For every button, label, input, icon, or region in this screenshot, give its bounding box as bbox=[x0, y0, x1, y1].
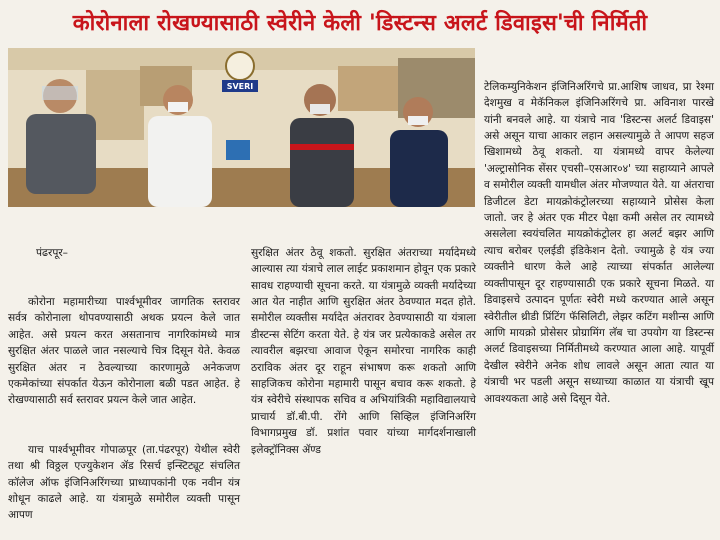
dateline: पंढरपूर– bbox=[36, 246, 68, 259]
sveri-logo-text: SVERI bbox=[226, 82, 254, 91]
article-column-3 bbox=[484, 46, 718, 480]
paragraph: याच पार्श्वभूमीवर गोपाळपूर (ता.पंढरपूर) येथील स्वेरी तथा श्री विठ्ठल एज्युकेशन ॲड रिसर्च इन्स्टिट्यूट संचलित कॉलेज ऑफ इंजिनिअरिंगच्या प्राध्यापकांनी एक नवीन यंत्र शोधून काढले आहे. या यंत्रामुळे समोरील व्यक्ती पासून आपण bbox=[8, 443, 244, 522]
paragraph: सुरक्षित अंतर ठेवू शकतो. सुरक्षित अंतराच्या मर्यादेमध्ये आल्यास त्या यंत्राचे लाल लाईट प्रकाशमान होवून एक प्रकारे सावध राहण्याची सूचना करते. या यंत्रामुळे व्यक्ती मर्यादेच्या आत येत नाहीत आणि सुरक्षित अंतर ठेवण्यात मदत होते. समोरील व्यक्तीस मर्यादेत अंतरावर ठेवण्यासाठी या यंत्राला डीस्टन्स सेटिंग करता येते. हे यंत्र जर प्रत्येकाकडे असेल तर त्यावरील बझरचा आवाज ऐकून समोरचा नागरिक काही ठराविक अंतर दूर राहून संभाषण करू शकतो आणि साहजिकच कोरोना महामारी पासून बचाव करू शकतो. हे यंत्र स्वेरीचे संस्थापक सचिव व अभियांत्रिकी महाविद्यालयाचे प्राचार्य डॉ.बी.पी. रोंगे आणि सिव्हिल इंजिनिअरिंग विभागप्रमुख डॉ. प्रशांत पवार यांच्या मार्गदर्शनाखाली इलेक्ट्रॉनिक्स ॲण्ड bbox=[251, 246, 480, 456]
person-3-mask bbox=[310, 104, 330, 114]
person-4-blazer bbox=[390, 130, 448, 207]
article-column-1 bbox=[8, 212, 244, 522]
news-photo bbox=[8, 48, 475, 207]
paragraph: कोरोना महामारीच्या पार्श्वभूमीवर जागतिक स्तरावर सर्वत्र कोरोनाला थोपवण्यासाठी अथक प्रयत्न केले जात आहेत. असे प्रयत्न करत असतानाच नागरिकांमध्ये मात्र सुरक्षित अंतर पाळले जात नसल्याचे चित्र दिसून येते. केवळ सुरक्षित अंतर न ठेवल्याच्या कारणामुळे अनेकजण एकमेकांच्या संपर्कात येऊन कोरोनाला बळी पडत आहेत. हे रोखण्यासाठी सर्व स्तरावर प्रयत्न केले जात आहेत. bbox=[8, 296, 244, 407]
wall-frame-right bbox=[338, 66, 398, 111]
person-1-shirt bbox=[26, 114, 96, 194]
person-4-mask bbox=[408, 116, 428, 125]
face-shield bbox=[42, 86, 78, 100]
device bbox=[226, 140, 250, 160]
person-2-kurta bbox=[148, 116, 212, 207]
paragraph: टेलिकम्युनिकेशन इंजिनिअरिंगचे प्रा.आशिष जाधव, प्रा रेश्मा देशमुख व मेकॅनिकल इंजिनिअरिंगचे प्रा. अविनाश पारखे यांनी बनवले आहे. या यंत्राचे नाव 'डिस्टन्स अलर्ट डिवाइस' असे असून याचा आकार लहान असल्यामुळे ते आपण सहज खिशामध्ये ठेवू शकतो. या यंत्रामध्ये वापर केलेल्या 'अल्ट्रासोनिक सेंसर एचसी–एसआर०४' च्या सहाय्याने आपले व समोरील व्यक्ती यामधील अंतर मोजण्यात येते. या अंतराचा डिजीटल डेटा मायक्रोकंट्रोलरच्या सहाय्याने प्रोसेस केला जातो. जर हे अंतर एक मीटर पेक्षा कमी असेल तर त्यामध्ये असलेला स्वयंचलित मायक्रोकंट्रोलर हा अलर्ट बझर आणि त्याच बरोबर एलईडी इंडिकेशन देतो. ज्यामुळे हे यंत्र ज्या व्यक्तीने धारण केले आहे त्याच्या संपर्कात आलेल्या व्यक्तीपासून दूर राहण्यासाठी एक प्रकारे सूचना मिळते. या डिवाइसचे उत्पादन पूर्णतः स्वेरी मध्ये करण्यात आले असून स्वेरीतील थ्रीडी प्रिंटिंग फॅसिलिटी, लेझर कटिंग मशीन्स आणि आणि मायक्रो प्रोसेसर प्रोग्रामिंग लॅब चा उपयोग या डिस्टन्स अलर्ट डिवाइसच्या निर्मितीमध्ये करण्यात आला आहे. यापूर्वी देखील स्वेरीने अनेक शोध लावले असून आता त्यात या यंत्राची भर पडली असून सध्याच्या काळात या यंत्राची खूप आवश्यकता आहे असे दिसून येते. bbox=[484, 80, 718, 405]
photo-illustration bbox=[8, 48, 475, 207]
article-column-2 bbox=[251, 212, 480, 480]
person-3-tshirt bbox=[290, 118, 354, 207]
headline: कोरोनाला रोखण्यासाठी स्वेरीने केली 'डिस्टन्स अलर्ट डिवाइस'ची निर्मिती bbox=[72, 11, 648, 36]
sveri-emblem bbox=[226, 52, 254, 80]
person-2-mask bbox=[168, 102, 188, 112]
person-3-stripe bbox=[290, 144, 354, 150]
